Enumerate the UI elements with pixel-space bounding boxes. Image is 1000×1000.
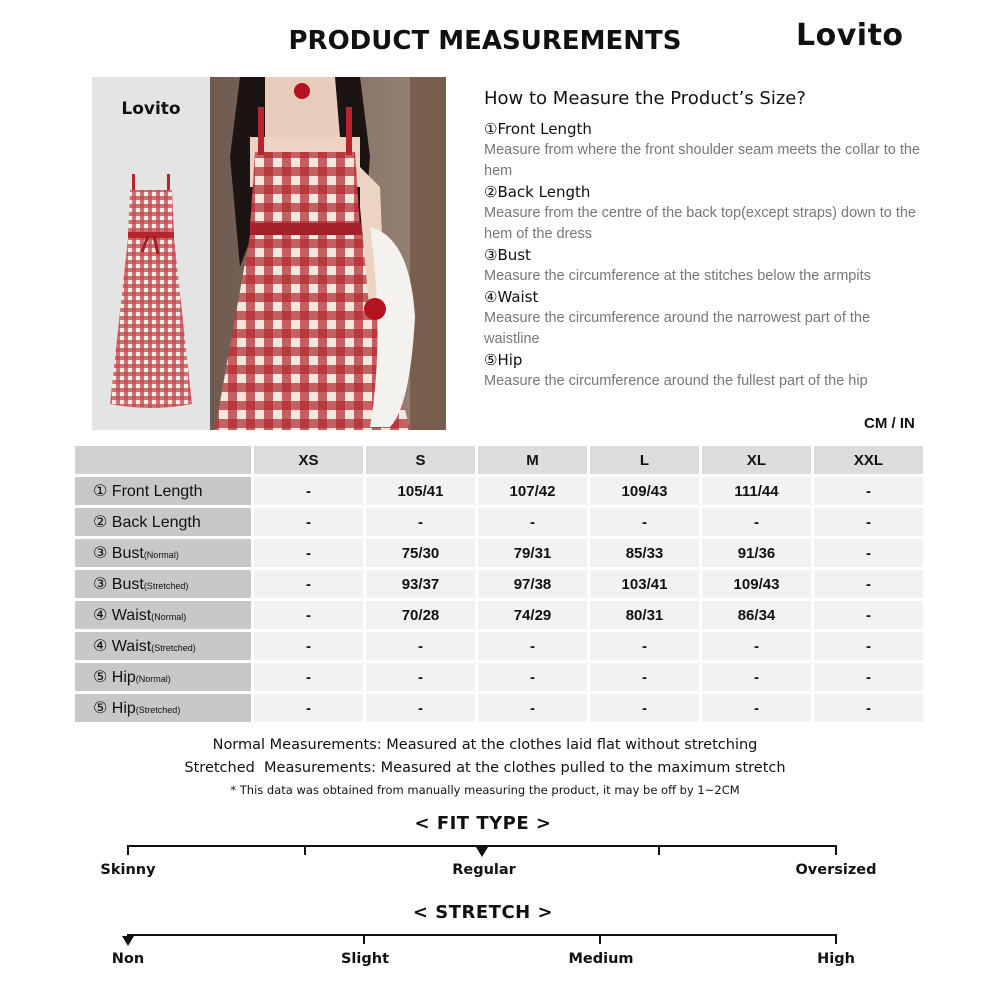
measure-item-name: ①Front Length (484, 120, 592, 138)
row-label (75, 632, 251, 660)
measure-item-desc: Measure the circumference at the stitches below the armpits (484, 268, 871, 284)
table-row (75, 539, 923, 567)
stretch-tick (599, 934, 601, 944)
fit-type-tick (835, 845, 837, 855)
row-label-sub: (Stretched) (135, 705, 181, 715)
table-cell: - (478, 632, 587, 660)
table-row (75, 477, 923, 505)
measure-item (484, 287, 924, 350)
table-cell: 93/37 (366, 570, 475, 598)
measure-item-name: ⑤Hip (484, 351, 523, 369)
table-cell: 86/34 (702, 601, 811, 629)
table-cell: 75/30 (366, 539, 475, 567)
table-row (75, 632, 923, 660)
dress-flatlay-icon (108, 172, 194, 417)
measure-item-name: ④Waist (484, 288, 539, 306)
table-cell: 79/31 (478, 539, 587, 567)
table-row (75, 508, 923, 536)
table-cell: 74/29 (478, 601, 587, 629)
table-cell: - (254, 477, 363, 505)
table-cell: - (254, 663, 363, 691)
table-cell: 80/31 (590, 601, 699, 629)
row-label-text: ① Front Length (93, 483, 203, 500)
table-cell: - (254, 508, 363, 536)
table-cell: - (702, 663, 811, 691)
table-cell: - (478, 694, 587, 722)
stretch-title: < STRETCH > (412, 902, 554, 923)
measure-item-desc: Measure from where the front shoulder seam meets the collar to the hem (484, 142, 921, 179)
table-corner (75, 446, 251, 474)
fit-type-marker-icon (476, 847, 488, 857)
row-label-text: ② Back Length (93, 514, 201, 531)
fit-type-label: Oversized (795, 862, 877, 878)
stretch-label: Medium (568, 951, 634, 967)
row-label-sub: (Stretched) (151, 643, 196, 653)
row-label (75, 663, 251, 691)
row-label (75, 477, 251, 505)
row-label (75, 601, 251, 629)
stretch-tick (363, 934, 365, 944)
table-row (75, 663, 923, 691)
measure-item (484, 119, 924, 182)
row-label-text: ④ Waist (93, 607, 152, 624)
table-cell: - (814, 570, 923, 598)
table-row (75, 570, 923, 598)
row-label (75, 694, 251, 722)
model-dress-icon (210, 77, 446, 430)
row-label (75, 508, 251, 536)
measurement-notes (0, 734, 970, 800)
fit-type-title: < FIT TYPE > (414, 813, 552, 834)
size-header: S (366, 446, 475, 474)
row-label-text: ⑤ Hip (93, 700, 136, 717)
table-cell: 107/42 (478, 477, 587, 505)
row-label-sub: (Normal) (143, 550, 179, 560)
brand-logo: Lovito (796, 18, 904, 53)
measure-item-name: ②Back Length (484, 183, 591, 201)
table-cell: - (702, 632, 811, 660)
table-cell: - (478, 508, 587, 536)
stretch-marker-icon (122, 936, 134, 946)
table-cell: 105/41 (366, 477, 475, 505)
size-header: M (478, 446, 587, 474)
table-row (75, 694, 923, 722)
size-table (72, 443, 926, 725)
measure-item (484, 350, 924, 392)
table-cell: - (590, 508, 699, 536)
unit-label: CM / IN (864, 415, 915, 432)
measure-item (484, 245, 924, 287)
table-cell: - (590, 632, 699, 660)
table-cell: - (254, 539, 363, 567)
table-cell: - (590, 694, 699, 722)
size-header: XXL (814, 446, 923, 474)
size-header: L (590, 446, 699, 474)
table-cell: 70/28 (366, 601, 475, 629)
row-label (75, 539, 251, 567)
table-cell: - (814, 694, 923, 722)
table-cell: - (590, 663, 699, 691)
row-label-text: ④ Waist (93, 638, 152, 655)
table-cell: - (814, 632, 923, 660)
fit-type-tick (658, 845, 660, 855)
table-cell: 97/38 (478, 570, 587, 598)
measure-guide (484, 88, 924, 392)
row-label-text: ③ Bust (93, 545, 144, 562)
row-label-sub: (Normal) (135, 674, 171, 684)
page-title: PRODUCT MEASUREMENTS (288, 26, 682, 56)
note-normal: Normal Measurements: Measured at the clothes laid flat without stretching (212, 737, 758, 753)
table-header-row (75, 446, 923, 474)
row-label (75, 570, 251, 598)
row-label-text: ③ Bust (93, 576, 144, 593)
stretch-scale-line (127, 934, 837, 936)
measure-item (484, 182, 924, 245)
row-label-sub: (Stretched) (143, 581, 189, 591)
measure-item-desc: Measure the circumference around the fullest part of the hip (484, 373, 868, 389)
table-cell: - (814, 601, 923, 629)
row-label-sub: (Normal) (151, 612, 187, 622)
table-cell: - (254, 601, 363, 629)
stretch-label: High (817, 951, 855, 967)
note-stretched: Stretched Measurements: Measured at the clothes pulled to the maximum stretch (184, 760, 786, 776)
row-label-text: ⑤ Hip (93, 669, 136, 686)
table-cell: - (254, 570, 363, 598)
flatlay-panel (92, 77, 210, 430)
fit-type-tick (127, 845, 129, 855)
table-cell: - (366, 632, 475, 660)
table-cell: - (366, 663, 475, 691)
size-header: XS (254, 446, 363, 474)
size-header: XL (702, 446, 811, 474)
table-cell: 109/43 (702, 570, 811, 598)
table-row (75, 601, 923, 629)
measure-guide-title: How to Measure the Product’s Size? (484, 88, 806, 109)
table-cell: 109/43 (590, 477, 699, 505)
table-cell: - (366, 508, 475, 536)
stretch-tick (835, 934, 837, 944)
table-cell: 91/36 (702, 539, 811, 567)
table-cell: - (366, 694, 475, 722)
table-cell: - (478, 663, 587, 691)
table-cell: - (814, 508, 923, 536)
measure-item-desc: Measure from the centre of the back top(except straps) down to the hem of the dress (484, 205, 916, 242)
note-disclaimer: * This data was obtained from manually measuring the product, it may be off by 1~2CM (230, 783, 740, 797)
table-cell: - (814, 539, 923, 567)
table-cell: 111/44 (702, 477, 811, 505)
table-cell: - (702, 508, 811, 536)
table-cell: - (814, 663, 923, 691)
table-cell: - (254, 694, 363, 722)
stretch-label: Non (111, 951, 145, 967)
table-cell: - (254, 632, 363, 660)
fit-type-tick (304, 845, 306, 855)
panel-brand-logo: Lovito (121, 99, 181, 119)
measure-item-name: ③Bust (484, 246, 531, 264)
table-cell: 85/33 (590, 539, 699, 567)
table-cell: - (814, 477, 923, 505)
fit-type-label: Skinny (100, 862, 156, 878)
model-photo (210, 77, 446, 430)
table-cell: - (702, 694, 811, 722)
table-cell: 103/41 (590, 570, 699, 598)
fit-type-label: Regular (452, 862, 516, 878)
stretch-label: Slight (340, 951, 390, 967)
measure-item-desc: Measure the circumference around the narrowest part of the waistline (484, 310, 871, 347)
